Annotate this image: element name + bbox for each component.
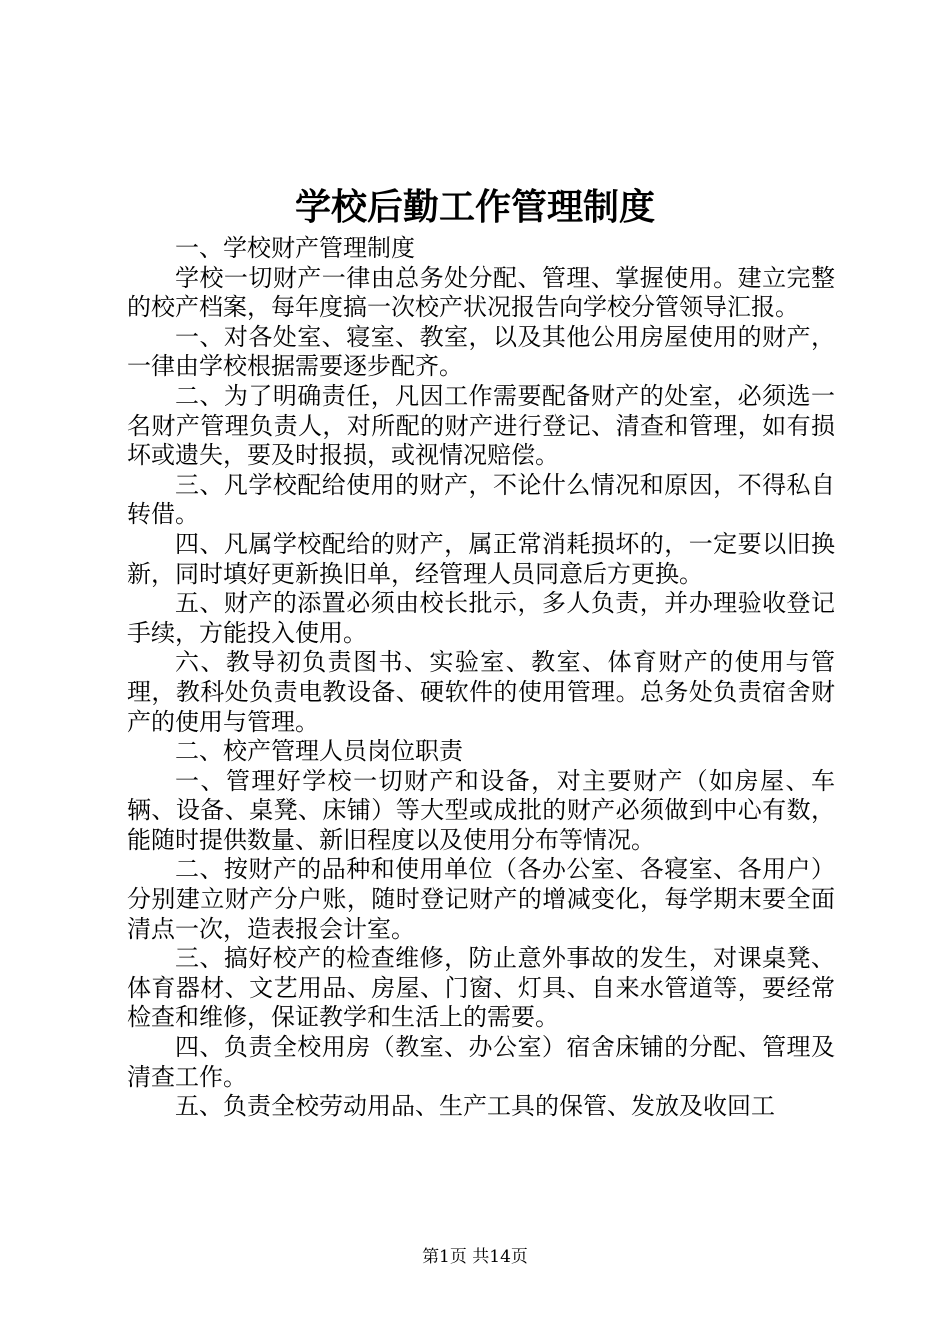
document-body — [127, 234, 835, 1122]
paragraph: 三、搞好校产的检查维修，防止意外事故的发生，对课桌凳、体育器材、文艺用品、房屋、门窗、灯具、自来水管道等，要经常检查和维修，保证教学和生活上的需要。 — [127, 944, 835, 1032]
paragraph: 四、凡属学校配给的财产，属正常消耗损坏的，一定要以旧换新，同时填好更新换旧单，经管理人员同意后方更换。 — [127, 529, 835, 588]
section-heading: 一、学校财产管理制度 — [175, 234, 415, 262]
paragraph: 二、为了明确责任，凡因工作需要配备财产的处室，必须选一名财产管理负责人，对所配的财产进行登记、清查和管理，如有损坏或遗失，要及时报损，或视情况赔偿。 — [127, 381, 835, 470]
paragraph: 五、负责全校劳动用品、生产工具的保管、发放及收回工 — [175, 1092, 775, 1121]
paragraph: 一、对各处室、寝室、教室，以及其他公用房屋使用的财产，一律由学校根据需要逐步配齐。 — [127, 322, 835, 381]
paragraph: 六、教导初负责图书、实验室、教室、体育财产的使用与管理，教科处负责电教设备、硬软件的使用管理。总务处负责宿舍财产的使用与管理。 — [127, 648, 835, 736]
paragraph: 五、财产的添置必须由校长批示，多人负责，并办理验收登记手续，方能投入使用。 — [127, 589, 835, 647]
paragraph: 四、负责全校用房（教室、办公室）宿舍床铺的分配、管理及清查工作。 — [127, 1033, 835, 1091]
page-footer: 第1页 共14页 — [422, 1247, 528, 1267]
paragraph: 学校一切财产一律由总务处分配、管理、掌握使用。建立完整的校产档案，每年度搞一次校产状况报告向学校分管领导汇报。 — [127, 263, 835, 322]
paragraph: 三、凡学校配给使用的财产，不论什么情况和原因，不得私自转借。 — [127, 470, 835, 529]
paragraph: 二、按财产的品种和使用单位（各办公室、各寝室、各用户）分别建立财产分户账，随时登记财产的增减变化，每学期末要全面清点一次，造表报会计室。 — [127, 855, 835, 943]
document-title: 学校后勤工作管理制度 — [294, 186, 655, 228]
paragraph: 一、管理好学校一切财产和设备，对主要财产（如房屋、车辆、设备、桌凳、床铺）等大型或成批的财产必须做到中心有数，能随时提供数量、新旧程度以及使用分布等情况。 — [127, 766, 835, 854]
section-heading: 二、校产管理人员岗位职责 — [175, 737, 463, 766]
